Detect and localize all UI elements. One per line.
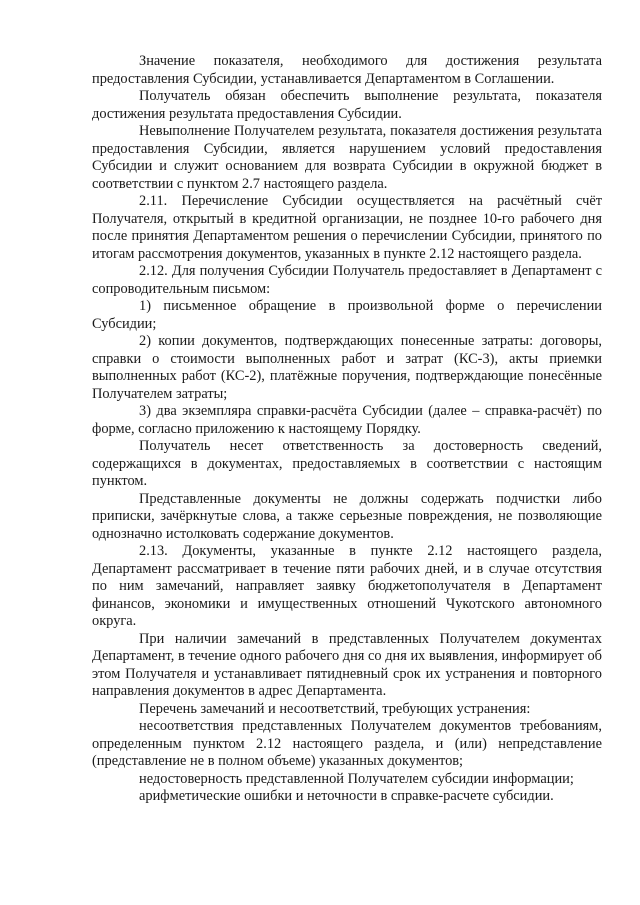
paragraph-remarks: При наличии замечаний в представленных Получателем документах Департамент, в течение одного рабочего дня со дня их выявления, информирует об этом Получателя и устанавливает пятидневный срок их устранения и повторного направления документов в адрес Департамента. [92,630,602,699]
paragraph-indicator-value: Значение показателя, необходимого для достижения результата предоставления Субсидии, устанавливается Департаментом в Соглашении. [92,53,602,87]
paragraph-list-intro: Перечень замечаний и несоответствий, требующих устранения: [139,700,531,717]
paragraph-2-13: 2.13. Документы, указанные в пункте 2.12 настоящего раздела, Департамент рассматривает в течение пяти рабочих дней, и в случае отсутствия по ним замечаний, направляет заявку бюджетополучателя в Департамент финансов, экономики и имущественных отношений Чукотского автономного округа. [92,543,602,629]
paragraph-2-12: 2.12. Для получения Субсидии Получатель предоставляет в Департамент с сопроводительным письмом: [92,263,602,297]
list-item-1: 1) письменное обращение в произвольной форме о перечислении Субсидии; [92,298,602,332]
document-page [92,53,602,806]
paragraph-non-fulfillment: Невыполнение Получателем результата, показателя достижения результата предоставления Субсидии, является нарушением условий предоставления Субсидии и служит основанием для возврата Субсидии в окружной бюджет в соответствии с пунктом 2.7 настоящего раздела. [92,123,602,192]
list-item-arithmetic-errors: арифметические ошибки и неточности в справке-расчете субсидии. [139,788,554,804]
list-item-unreliability: недостоверность представленной Получателем субсидии информации; [139,770,574,787]
list-item-2: 2) копии документов, подтверждающих понесенные затраты: договоры, справки о стоимости выполненных работ и затрат (КС-3), акты приемки выполненных работ (КС-2), платёжные поручения, подтверждающие понесённые Получателем затраты; [92,333,602,402]
paragraph-document-requirements: Представленные документы не должны содержать подчистки либо приписки, зачёркнутые слова, а также серьезные повреждения, не позволяющие однозначно истолковать содержание документов. [92,490,602,542]
paragraph-recipient-obligation: Получатель обязан обеспечить выполнение результата, показателя достижения результата предоставления Субсидии. [92,88,602,122]
paragraph-2-11: 2.11. Перечисление Субсидии осуществляется на расчётный счёт Получателя, открытый в кредитной организации, не позднее 10-го рабочего дня после принятия Департаментом решения о перечислении Субсидии, принятого по итогам рассмотрения документов, указанных в пункте 2.12 настоящего раздела. [92,193,602,262]
list-item-nonconformity: несоответствия представленных Получателем документов требованиям, определенным пунктом 2.12 настоящего раздела, и (или) непредставление (представление не в полном объеме) указанных документов; [92,718,602,769]
list-item-3: 3) два экземпляра справки-расчёта Субсидии (далее – справка-расчёт) по форме, согласно приложению к настоящему Порядку. [92,403,602,437]
paragraph-responsibility: Получатель несет ответственность за достоверность сведений, содержащихся в документах, предоставляемых в соответствии с настоящим пунктом. [92,438,602,489]
